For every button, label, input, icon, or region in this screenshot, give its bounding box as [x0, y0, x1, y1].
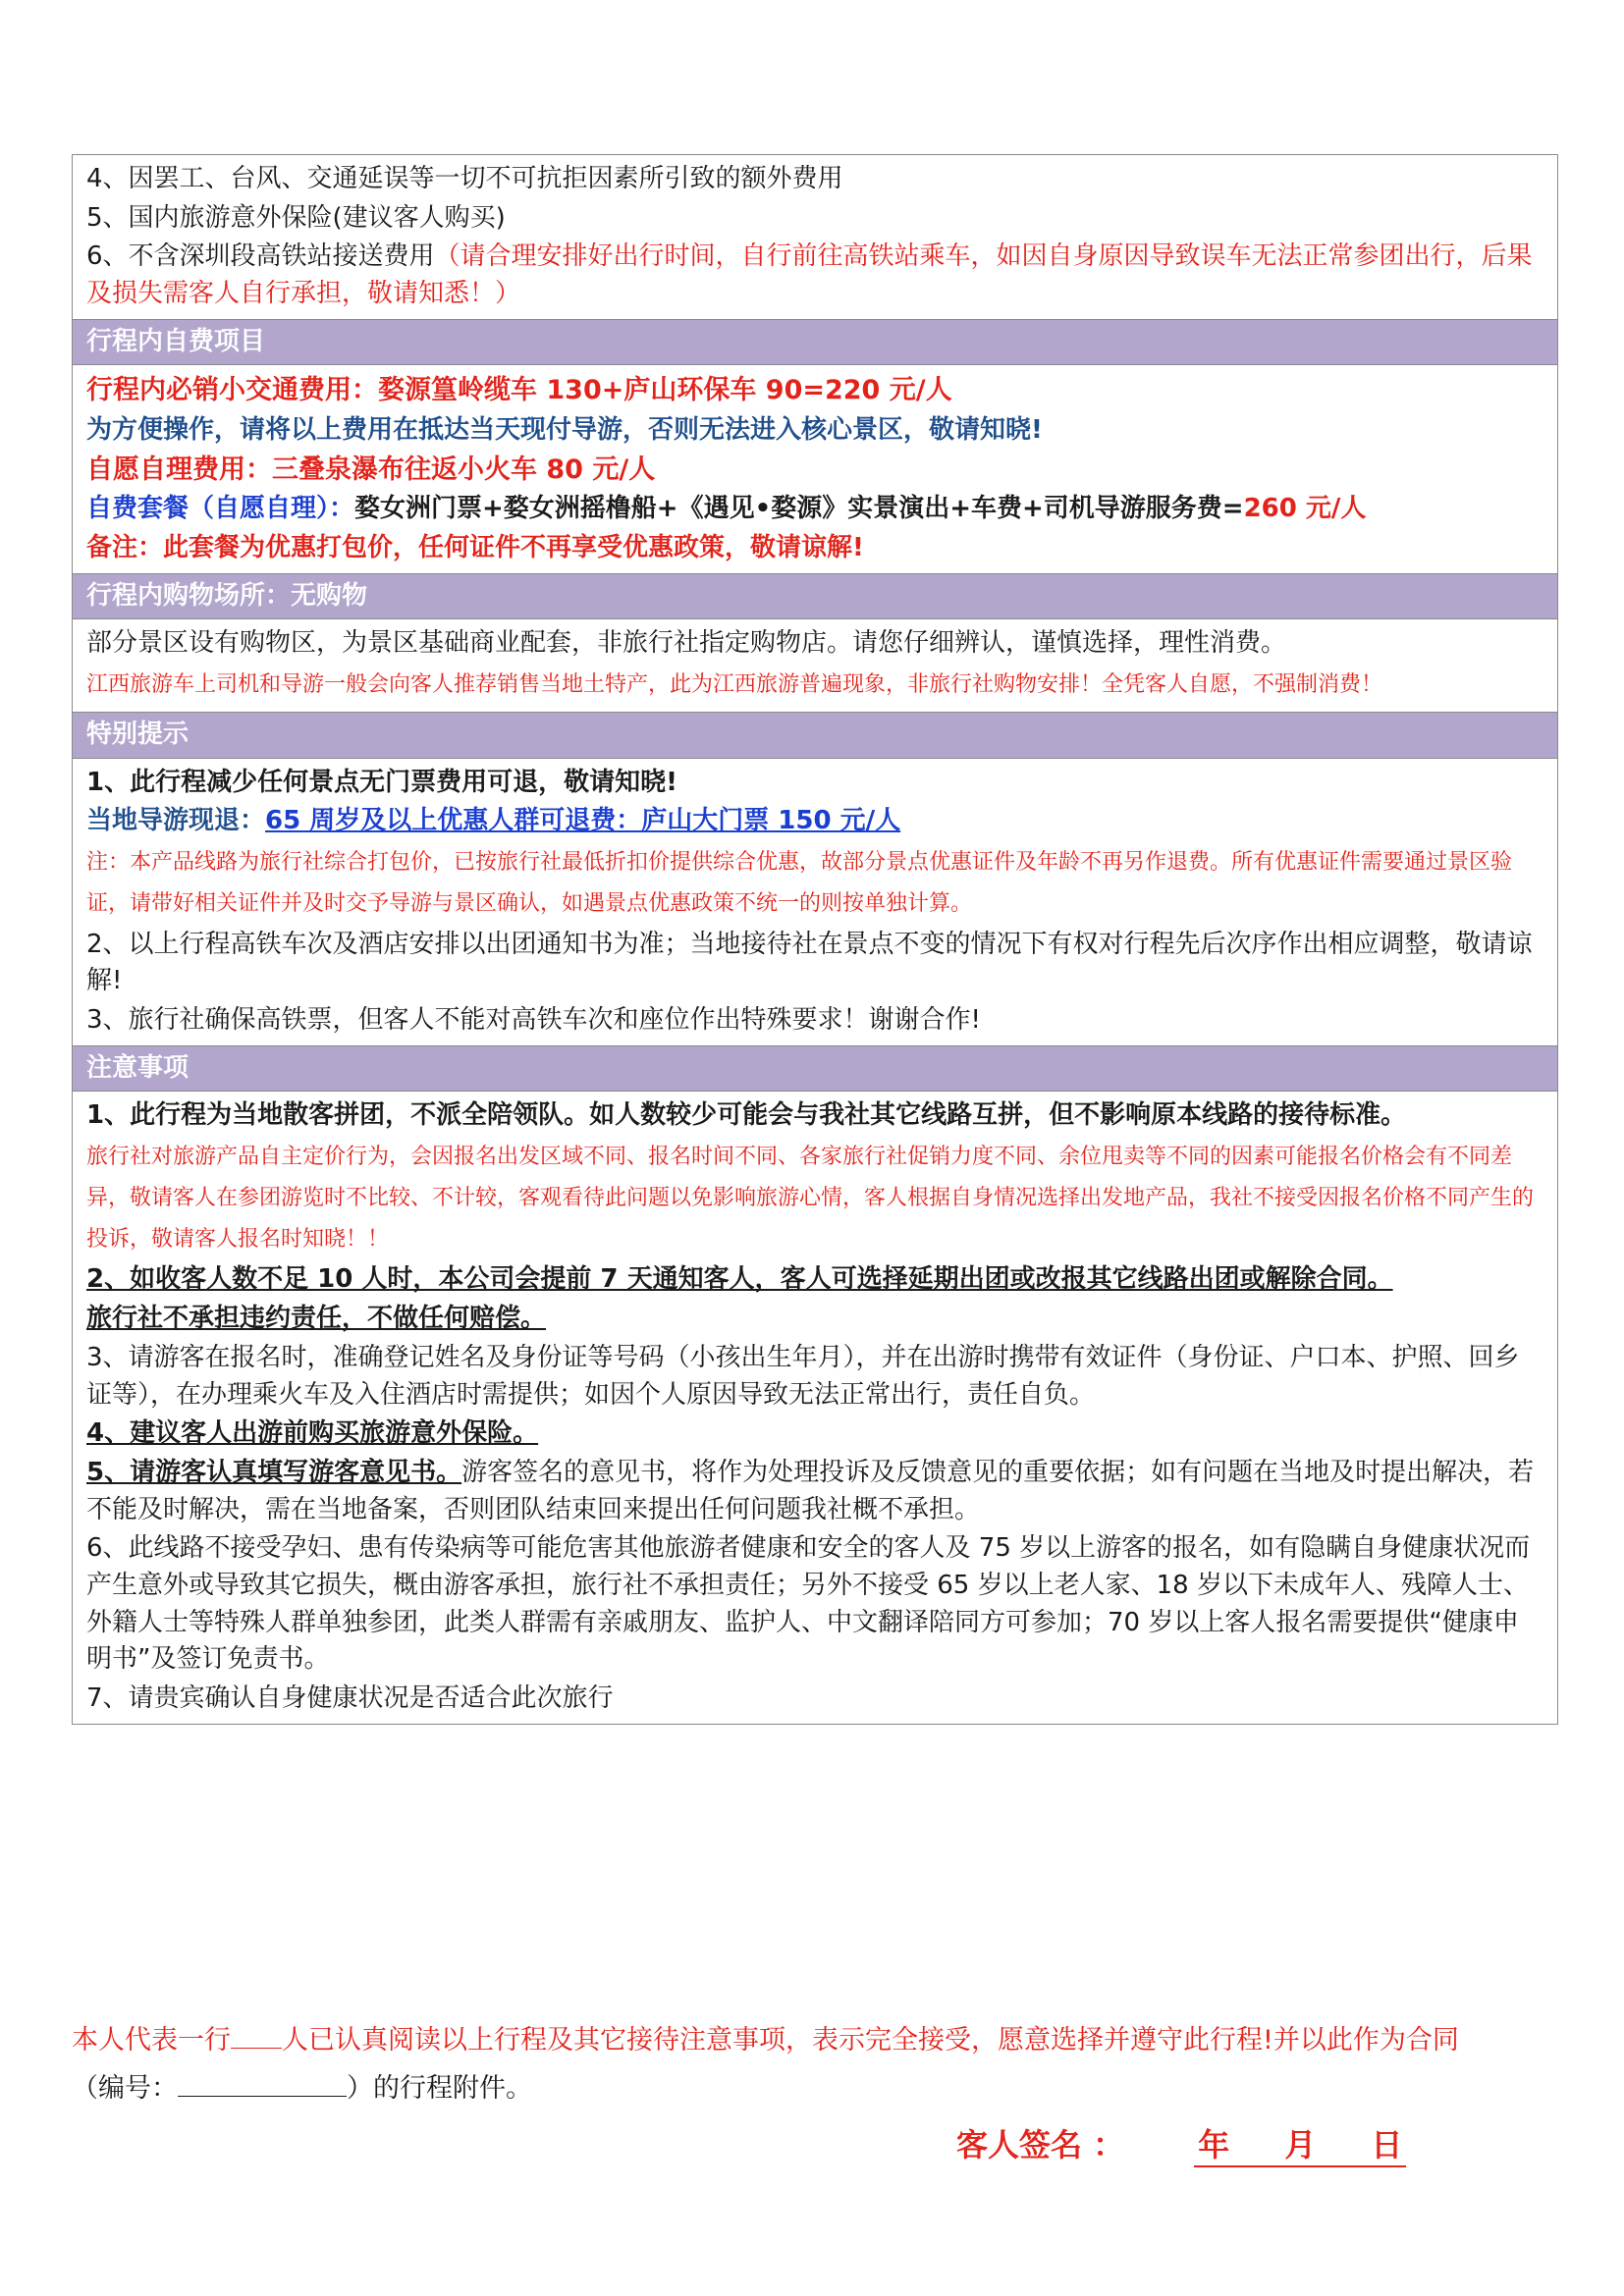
contract-number-suffix: ）的行程附件。	[347, 2072, 532, 2104]
self-paid-header: 行程内自费项目	[73, 319, 1558, 365]
statement-part-2: 人已认真阅读以上行程及其它接待注意事项，表示完全接受，愿意选择并遵守此行程!并以此作为合同	[282, 2025, 1459, 2056]
signature-area	[956, 2120, 1406, 2167]
date-month: 月	[1284, 2126, 1317, 2163]
shopping-section	[73, 619, 1558, 712]
self-paid-section	[73, 365, 1558, 573]
notes-item-5-text: 游客签名的意见书，将作为处理投诉及反馈意见的重要依据；如有问题在当地及时提出解决，若不能及时解决，需在当地备案，否则团队结束回来提出任何问题我社概不承担。	[86, 1457, 1535, 1524]
fees-item-6	[86, 239, 1543, 312]
notes-item-1-pricing: 旅行社对旅游产品自主定价行为，会因报名出发区域不同、报名时间不同、各家旅行社促销力度不同、余位甩卖等不同的因素可能报名价格会有不同差异，敬请客人在参团游览时不比较、不计较，客观看待此问题以免影响旅游心情，客人根据自身情况选择出发地产品，我社不接受因报名价格不同产生的投诉，敬请客人报名时知晓！！	[86, 1145, 1535, 1252]
refund-value: 65 周岁及以上优惠人群可退费：庐山大门票 150 元/人	[265, 806, 901, 836]
terms-table	[72, 154, 1558, 1725]
fees-item-6-text: 6、不含深圳段高铁站接送费用	[86, 241, 435, 272]
notes-section	[73, 1092, 1558, 1724]
date-day: 日	[1371, 2126, 1403, 2163]
self-paid-package	[86, 491, 1543, 528]
shopping-header: 行程内购物场所：无购物	[73, 573, 1558, 619]
shopping-text: 部分景区设有购物区，为景区基础商业配套，非旅行社指定购物店。请您仔细辨认，谨慎选择，理性消费。	[86, 628, 1287, 659]
special-item-3: 3、旅行社确保高铁票，但客人不能对高铁车次和座位作出特殊要求！谢谢合作!	[86, 1004, 981, 1035]
special-item-2: 2、以上行程高铁车次及酒店安排以出团通知书为准；当地接待社在景点不变的情况下有权对行程先后次序作出相应调整，敬请谅解!	[86, 929, 1533, 996]
group-size-blank[interactable]	[231, 2018, 282, 2049]
itinerary-terms-document	[72, 154, 1558, 1725]
contract-number-label: （编号：	[72, 2072, 178, 2104]
fees-item-6-note: （请合理安排好出行时间，自行前往高铁站乘车，如因自身原因导致误车无法正常参团出行，后果及损失需客人自行承担，敬请知悉！）	[86, 241, 1533, 309]
package-price: 260 元/人	[1243, 494, 1367, 524]
statement-part-1: 本人代表一行	[72, 2025, 231, 2056]
discount-note: 注：本产品线路为旅行社综合打包价，已按旅行社最低折扣价提供综合优惠，故部分景点优惠证件及年龄不再另作退费。所有优惠证件需要通过景区验证，请带好相关证件并及时交予导游与景区确认，如遇景点优惠政策不统一的则按单独计算。	[86, 850, 1513, 916]
notes-item-1: 1、此行程为当地散客拼团，不派全陪领队。如人数较少可能会与我社其它线路互拼，但不影响原本线路的接待标准。	[86, 1100, 1407, 1131]
special-notice-section	[73, 758, 1558, 1045]
mandatory-transport-fee: 行程内必销小交通费用：婺源篁岭缆车 130+庐山环保车 90=220 元/人	[86, 375, 952, 406]
local-refund	[86, 803, 1543, 840]
package-remark: 备注：此套餐为优惠打包价，任何证件不再享受优惠政策，敬请谅解!	[86, 533, 864, 563]
signature-date[interactable]	[1194, 2120, 1406, 2167]
special-item-1: 1、此行程减少任何景点无门票费用可退，敬请知晓!	[86, 767, 677, 797]
signature-label: 客人签名 ：	[956, 2126, 1125, 2163]
notes-item-2: 2、如收客人数不足 10 人时，本公司会提前 7 天通知客人，客人可选择延期出团或改报其它线路出团或解除合同。	[86, 1264, 1393, 1295]
notes-item-2-liability: 旅行社不承担违约责任，不做任何赔偿。	[86, 1304, 547, 1334]
notes-item-6: 6、此线路不接受孕妇、患有传染病等可能危害其他旅游者健康和安全的客人及 75 岁以上游客的报名，如有隐瞒自身健康状况而产生意外或导致其它损失，概由游客承担，旅行社不承担责任；另外不接受 65 岁以上老人家、18 岁以下未成年人、残障人士、外籍人士等特殊人群单独参团，此类人群需有亲戚朋友、监护人、中文翻译陪同方可参加；70 岁以上客人报名需要提供“健康申明书”及签订免责书。	[86, 1533, 1531, 1675]
payment-note: 为方便操作，请将以上费用在抵达当天现付导游，否则无法进入核心景区，敬请知晓!	[86, 414, 1043, 445]
notes-item-5	[86, 1455, 1543, 1528]
contract-number-line	[72, 2065, 1574, 2113]
optional-fee: 自愿自理费用：三叠泉瀑布往返小火车 80 元/人	[86, 454, 656, 486]
fees-item-4: 4、因罢工、台风、交通延误等一切不可抗拒因素所引致的额外费用	[86, 164, 843, 193]
notes-item-7: 7、请贵宾确认自身健康状况是否适合此次旅行	[86, 1683, 614, 1713]
special-notice-header: 特别提示	[73, 712, 1558, 758]
contract-number-blank[interactable]	[178, 2066, 347, 2097]
package-items: 婺女洲门票+婺女洲摇橹船+《遇见•婺源》实景演出+车费+司机导游服务费=	[354, 494, 1244, 524]
statement-line	[72, 2017, 1574, 2065]
notes-item-4: 4、建议客人出游前购买旅游意外保险。	[86, 1418, 539, 1449]
package-label: 自费套餐（自愿自理）：	[86, 494, 355, 524]
notes-item-3: 3、请游客在报名时，准确登记姓名及身份证等号码（小孩出生年月），并在出游时携带有效证件（身份证、户口本、护照、回乡证等），在办理乘火车及入住酒店时需提供；如因个人原因导致无法正常出行，责任自负。	[86, 1342, 1520, 1410]
refund-label: 当地导游现退：	[86, 806, 266, 836]
acceptance-statement	[72, 2017, 1574, 2112]
shopping-note: 江西旅游车上司机和导游一般会向客人推荐销售当地土特产，此为江西旅游普遍现象，非旅行社购物安排！全凭客人自愿，不强制消费！	[86, 672, 1383, 698]
date-year: 年	[1198, 2126, 1230, 2163]
fees-item-5: 5、国内旅游意外保险(建议客人购买)	[86, 202, 506, 233]
notes-header: 注意事项	[73, 1045, 1558, 1092]
notes-item-5-title: 5、请游客认真填写游客意见书。	[86, 1457, 462, 1487]
fees-excluded-section	[73, 155, 1558, 320]
